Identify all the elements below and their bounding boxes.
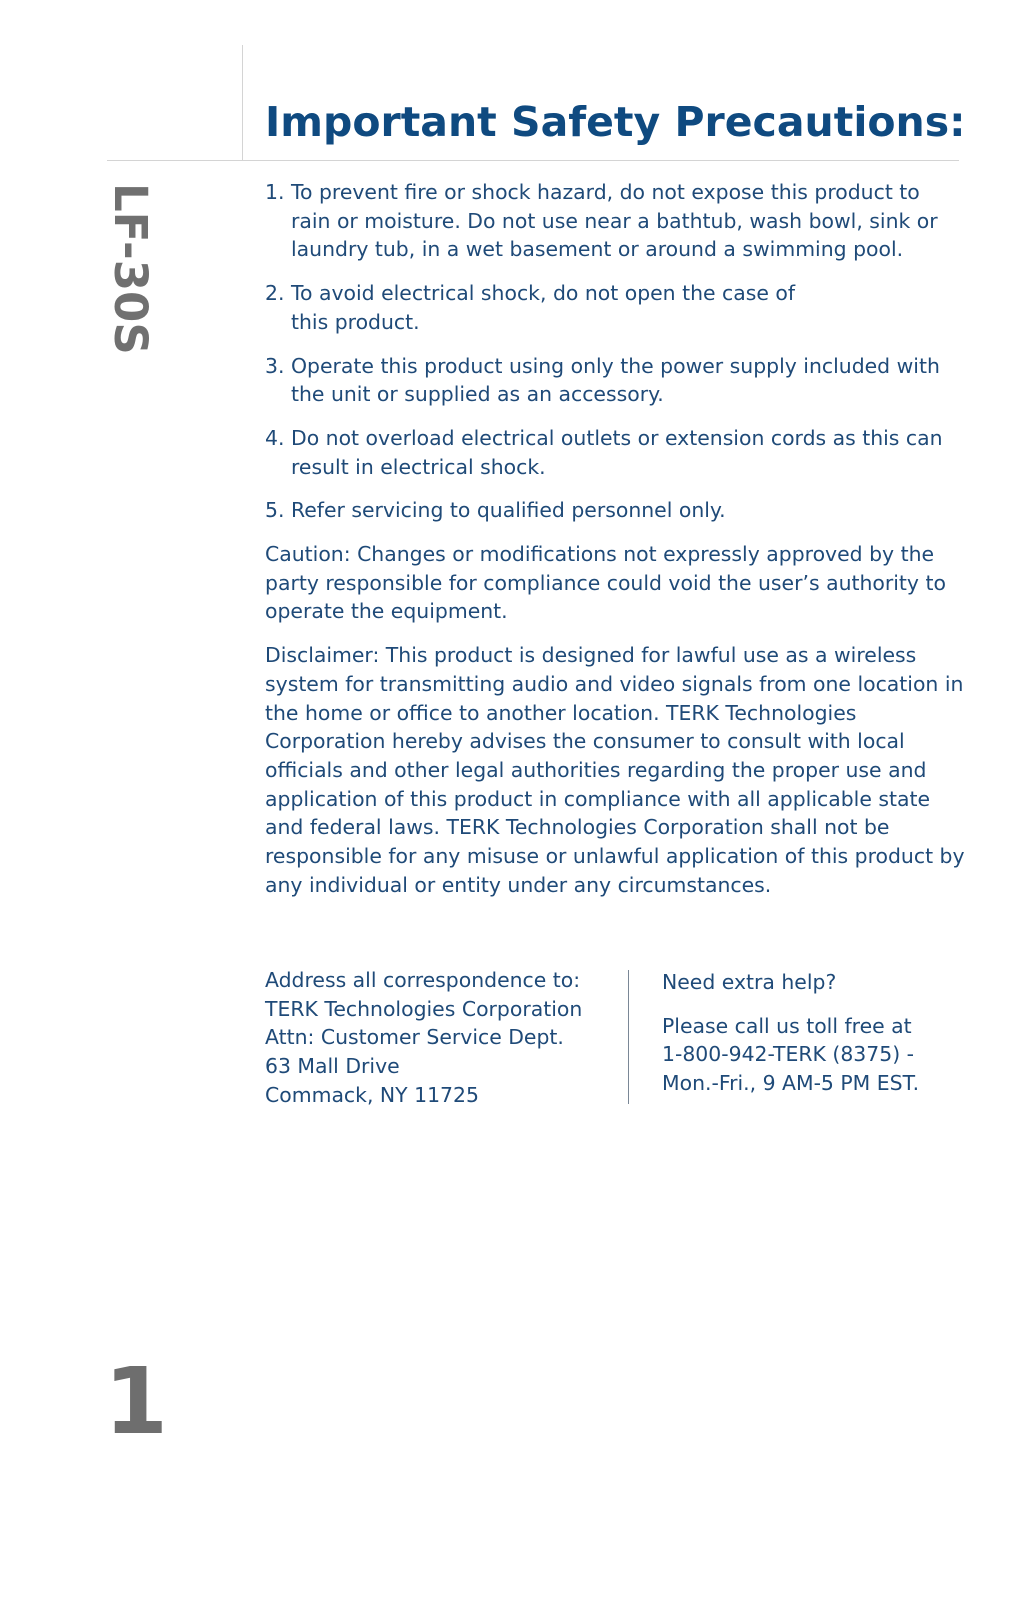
- address-line: TERK Technologies Corporation: [265, 996, 583, 1021]
- list-item-number: 3.: [265, 353, 285, 378]
- page-number: 1: [104, 1348, 169, 1455]
- precautions-list: [265, 178, 965, 525]
- list-item-text: To avoid electrical shock, do not open the case of this product.: [291, 281, 796, 334]
- help-info: [662, 968, 962, 1098]
- list-item-number: 5.: [265, 498, 285, 523]
- contact-divider: [628, 970, 629, 1104]
- list-item: [265, 279, 965, 336]
- header-horizontal-rule: [107, 160, 959, 161]
- help-heading: Need extra help?: [662, 970, 837, 994]
- list-item: [265, 496, 965, 525]
- help-spacer: [662, 997, 962, 1012]
- list-item: [265, 424, 965, 481]
- list-item-number: 2.: [265, 281, 285, 306]
- address-line: 63 Mall Drive: [265, 1054, 400, 1079]
- help-line: Please call us toll free at: [662, 1013, 912, 1038]
- correspondence-address: [265, 966, 625, 1110]
- list-item-text: Operate this product using only the power supply included with the unit or supplied as an accessory.: [291, 353, 940, 407]
- list-item-number: 4.: [265, 425, 285, 450]
- safety-content: [265, 178, 965, 914]
- header-vertical-rule: [242, 45, 243, 160]
- model-label: LF-30S: [104, 183, 157, 355]
- page-title: Important Safety Precautions:: [265, 98, 966, 146]
- list-item-text: To prevent fire or shock hazard, do not expose this product to rain or moisture. Do not use near a bathtub, wash bowl, sink or laundry tub, in a wet basement or around a swimming pool.: [291, 180, 938, 262]
- help-hours: Mon.-Fri., 9 AM-5 PM EST.: [662, 1071, 920, 1096]
- list-item: [265, 352, 965, 409]
- list-item-text: Refer servicing to qualified personnel only.: [291, 498, 726, 523]
- address-line: Address all correspondence to:: [265, 968, 581, 992]
- address-line: Commack, NY 11725: [265, 1082, 479, 1107]
- disclaimer-paragraph: Disclaimer: This product is designed for lawful use as a wireless system for transmitting audio and video signals from one location in the home or office to another location. TERK Technologies Corporation hereby advises the consumer to consult with local officials and other legal authorities regarding the proper use and application of this product in compliance with all applicable state and federal laws. TERK Technologies Corporation shall not be responsible for any misuse or unlawful application of this product by any individual or entity under any circumstances.: [265, 643, 965, 897]
- address-line: Attn: Customer Service Dept.: [265, 1025, 564, 1050]
- caution-paragraph: Caution: Changes or modifications not expressly approved by the party responsible for compliance could void the user’s authority to operate the equipment.: [265, 542, 946, 624]
- list-item-number: 1.: [265, 180, 285, 204]
- contact-section: [265, 966, 965, 1111]
- list-item: [265, 178, 965, 264]
- help-phone: 1-800-942-TERK (8375) -: [662, 1042, 915, 1067]
- list-item-text: Do not overload electrical outlets or extension cords as this can result in electrical shock.: [291, 425, 943, 479]
